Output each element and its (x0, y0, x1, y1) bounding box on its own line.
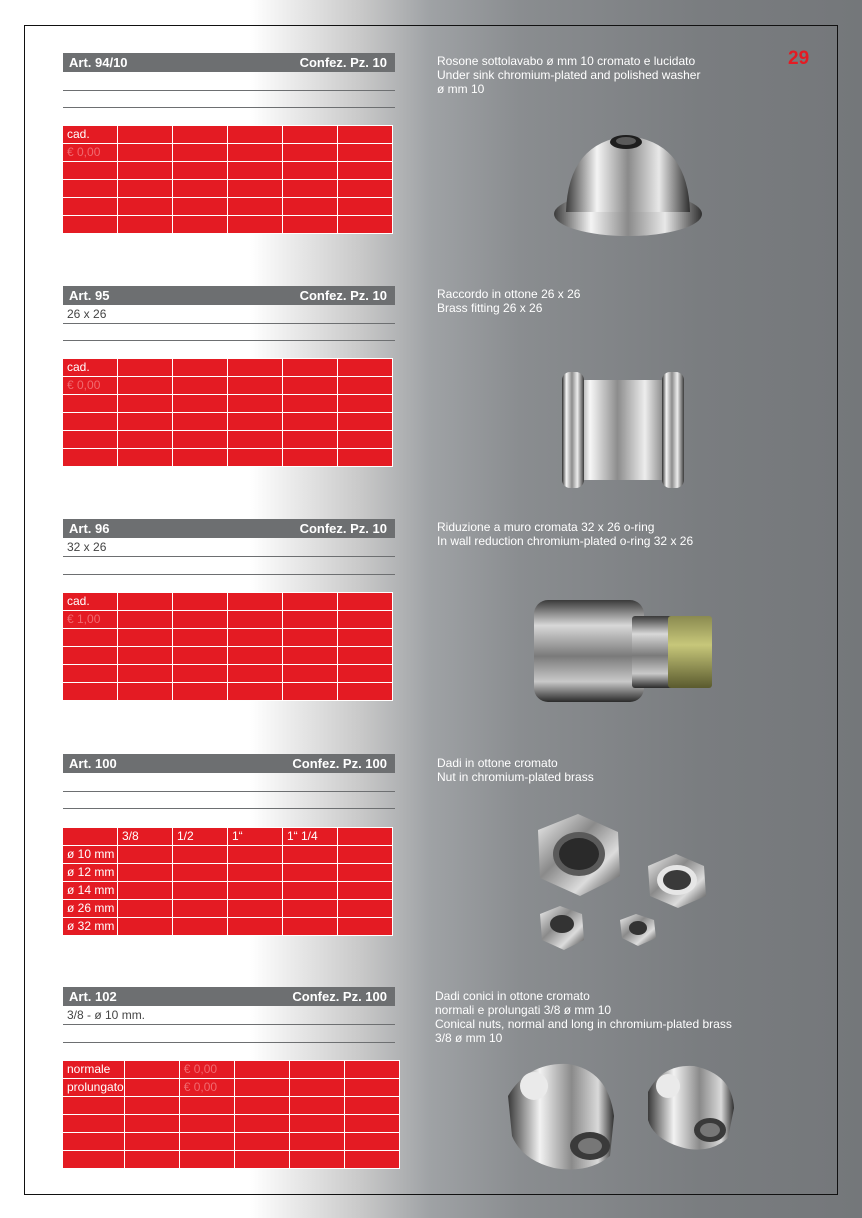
table-cell (118, 629, 173, 647)
table-cell (283, 882, 338, 900)
table-cell (338, 413, 393, 431)
table-cell (234, 1115, 289, 1133)
article-code: Art. 100 (69, 756, 117, 771)
column-header: 3/8 (118, 828, 173, 846)
table-row (63, 846, 393, 864)
table-cell (173, 864, 228, 882)
table-cell (173, 647, 228, 665)
divider (63, 574, 395, 575)
table-cell (118, 611, 173, 629)
table-cell (63, 665, 118, 683)
description-line: Rosone sottolavabo ø mm 10 cromato e lucidato (437, 54, 696, 68)
price-table (62, 827, 393, 936)
table-cell (283, 449, 338, 467)
article-code: Art. 94/10 (69, 55, 128, 70)
table-cell (234, 1079, 289, 1097)
row-header: ø 26 mm (63, 900, 118, 918)
size-line (63, 773, 395, 792)
table-cell (179, 1151, 234, 1169)
table-cell (173, 629, 228, 647)
table-cell (173, 683, 228, 701)
table-cell (173, 359, 228, 377)
size-text: 32 x 26 (67, 540, 107, 554)
table-cell (228, 611, 283, 629)
table-cell (228, 864, 283, 882)
table-cell (118, 413, 173, 431)
table-cell (283, 647, 338, 665)
description-line: Dadi conici in ottone cromato (435, 989, 590, 1003)
price-cell: € 1,00 (63, 611, 118, 629)
table-cell (173, 413, 228, 431)
table-cell (228, 431, 283, 449)
table-row (63, 449, 393, 467)
table-cell (228, 377, 283, 395)
package-quantity: Confez. Pz. 100 (292, 756, 387, 771)
table-cell (289, 1061, 344, 1079)
table-cell: cad. (63, 126, 118, 144)
table-cell (228, 900, 283, 918)
table-cell (234, 1097, 289, 1115)
table-cell (344, 1079, 399, 1097)
table-cell (283, 431, 338, 449)
row-header: ø 32 mm (63, 918, 118, 936)
table-cell (228, 413, 283, 431)
table-cell (283, 413, 338, 431)
table-row (63, 665, 393, 683)
package-quantity: Confez. Pz. 100 (292, 989, 387, 1004)
table-row (63, 1061, 400, 1079)
table-cell (289, 1115, 344, 1133)
column-header: 1“ 1/4 (283, 828, 338, 846)
table-row (63, 395, 393, 413)
table-cell (283, 900, 338, 918)
table-cell (118, 683, 173, 701)
table-row (63, 918, 393, 936)
divider (63, 808, 395, 809)
table-cell (283, 593, 338, 611)
divider (63, 340, 395, 341)
table-row (63, 647, 393, 665)
price-cell: € 0,00 (179, 1079, 234, 1097)
description-line: 3/8 ø mm 10 (435, 1031, 503, 1045)
table-row (63, 683, 393, 701)
row-header: ø 14 mm (63, 882, 118, 900)
table-cell (63, 1151, 125, 1169)
table-row (63, 431, 393, 449)
table-cell (124, 1097, 179, 1115)
table-row (63, 377, 393, 395)
product-description (435, 989, 732, 1045)
size-line (63, 305, 395, 324)
table-cell (228, 665, 283, 683)
table-cell (338, 828, 393, 846)
table-cell (283, 359, 338, 377)
table-cell (63, 395, 118, 413)
table-cell (338, 611, 393, 629)
table-cell (283, 683, 338, 701)
table-row (63, 1133, 400, 1151)
product-description (437, 756, 594, 784)
table-cell (173, 882, 228, 900)
table-cell (124, 1061, 179, 1079)
table-cell (173, 431, 228, 449)
table-cell (124, 1079, 179, 1097)
table-cell (118, 918, 173, 936)
row-header: ø 12 mm (63, 864, 118, 882)
table-cell (338, 359, 393, 377)
product-description (437, 287, 580, 315)
price-cell: € 0,00 (63, 144, 118, 162)
article-code: Art. 96 (69, 521, 110, 536)
table-cell (63, 431, 118, 449)
description-line: ø mm 10 (437, 82, 485, 96)
table-row (63, 864, 393, 882)
table-cell (338, 431, 393, 449)
table-cell (283, 665, 338, 683)
table-cell (283, 629, 338, 647)
table-row (63, 1151, 400, 1169)
table-row (63, 413, 393, 431)
price-table (62, 358, 393, 467)
price-cell: € 0,00 (179, 1061, 234, 1079)
table-cell (124, 1133, 179, 1151)
size-text: 26 x 26 (67, 307, 107, 321)
table-row (63, 828, 393, 846)
table-row (63, 1079, 400, 1097)
product-description (437, 520, 693, 548)
table-cell (118, 882, 173, 900)
table-cell (173, 846, 228, 864)
table-cell (228, 449, 283, 467)
table-cell (118, 449, 173, 467)
table-cell (338, 900, 393, 918)
table-cell (118, 359, 173, 377)
table-cell (63, 647, 118, 665)
table-cell (228, 359, 283, 377)
description-line: Brass fitting 26 x 26 (437, 301, 543, 315)
package-quantity: Confez. Pz. 10 (299, 288, 387, 303)
size-text: 3/8 - ø 10 mm. (67, 1008, 146, 1022)
table-cell (344, 1097, 399, 1115)
price-cell: € 0,00 (63, 377, 118, 395)
nuts-image (508, 810, 758, 960)
description-line: Nut in chromium-plated brass (437, 770, 594, 784)
table-cell (63, 449, 118, 467)
description-line: normali e prolungati 3/8 ø mm 10 (435, 1003, 612, 1017)
table-cell (228, 647, 283, 665)
table-cell (179, 1115, 234, 1133)
table-cell (283, 846, 338, 864)
table-cell (289, 1133, 344, 1151)
table-cell (344, 1151, 399, 1169)
article-header (63, 286, 395, 305)
table-cell (338, 449, 393, 467)
table-cell (338, 846, 393, 864)
package-quantity: Confez. Pz. 10 (299, 521, 387, 536)
description-line: Riduzione a muro cromata 32 x 26 o-ring (437, 520, 655, 534)
table-cell (344, 1061, 399, 1079)
description-line: Dadi in ottone cromato (437, 756, 558, 770)
row-header: ø 10 mm (63, 846, 118, 864)
row-header: prolungato (63, 1079, 125, 1097)
conical-nuts-image (498, 1056, 748, 1176)
table-cell (173, 377, 228, 395)
table-cell (118, 846, 173, 864)
table-cell (344, 1133, 399, 1151)
table-cell (338, 629, 393, 647)
size-line (63, 1006, 395, 1025)
table-cell (173, 665, 228, 683)
table-cell (283, 918, 338, 936)
table-cell: cad. (63, 593, 118, 611)
description-line: Conical nuts, normal and long in chromium-plated brass (435, 1017, 732, 1031)
table-cell (118, 864, 173, 882)
description-line: Raccordo in ottone 26 x 26 (437, 287, 581, 301)
table-row (63, 629, 393, 647)
table-cell (338, 665, 393, 683)
table-cell (283, 395, 338, 413)
table-cell (173, 900, 228, 918)
table-cell (173, 449, 228, 467)
table-cell (118, 900, 173, 918)
table-cell (283, 864, 338, 882)
table-cell (124, 1151, 179, 1169)
table-cell (63, 1115, 125, 1133)
table-cell (283, 377, 338, 395)
table-cell (63, 828, 118, 846)
column-header: 1/2 (173, 828, 228, 846)
description-line: In wall reduction chromium-plated o-ring 32 x 26 (437, 534, 694, 548)
table-row (63, 593, 393, 611)
reduction-image (524, 596, 724, 716)
table-row (63, 1097, 400, 1115)
table-cell (338, 593, 393, 611)
table-cell (283, 611, 338, 629)
table-cell (173, 593, 228, 611)
package-quantity: Confez. Pz. 10 (299, 55, 387, 70)
fitting-image (558, 366, 688, 496)
table-cell (338, 918, 393, 936)
price-table (62, 592, 393, 701)
table-cell (173, 395, 228, 413)
table-cell (234, 1061, 289, 1079)
table-cell (338, 882, 393, 900)
table-cell (118, 377, 173, 395)
table-row (63, 1115, 400, 1133)
table-cell (63, 1133, 125, 1151)
table-cell (173, 611, 228, 629)
table-cell (289, 1079, 344, 1097)
description-line: Under sink chromium-plated and polished washer (437, 68, 701, 82)
table-row (63, 611, 393, 629)
table-cell (338, 377, 393, 395)
table-row (63, 900, 393, 918)
article-header (63, 754, 395, 773)
column-header: 1“ (228, 828, 283, 846)
divider (63, 1042, 395, 1043)
table-cell (338, 395, 393, 413)
table-cell (338, 864, 393, 882)
page-number: 29 (788, 48, 810, 69)
table-cell (63, 1097, 125, 1115)
row-header: normale (63, 1061, 125, 1079)
price-table (62, 1060, 400, 1169)
table-cell (118, 593, 173, 611)
table-cell (63, 413, 118, 431)
table-cell (118, 665, 173, 683)
article-code: Art. 102 (69, 989, 117, 1004)
table-cell (228, 395, 283, 413)
table-cell (234, 1133, 289, 1151)
table-cell (289, 1151, 344, 1169)
table-cell (234, 1151, 289, 1169)
article-code: Art. 95 (69, 288, 110, 303)
article-header (63, 987, 395, 1006)
size-line (63, 538, 395, 557)
table-cell (344, 1115, 399, 1133)
table-cell (118, 431, 173, 449)
table-cell (173, 918, 228, 936)
table-cell (228, 683, 283, 701)
table-row (63, 882, 393, 900)
table-cell (118, 647, 173, 665)
table-cell (118, 395, 173, 413)
table-row (63, 359, 393, 377)
table-cell (289, 1097, 344, 1115)
table-cell (179, 1097, 234, 1115)
table-cell (228, 593, 283, 611)
article-header (63, 519, 395, 538)
table-cell (338, 647, 393, 665)
table-cell: cad. (63, 359, 118, 377)
table-cell (228, 629, 283, 647)
table-cell (124, 1115, 179, 1133)
table-cell (228, 918, 283, 936)
table-cell (63, 629, 118, 647)
table-cell (228, 846, 283, 864)
table-cell (63, 683, 118, 701)
table-cell (228, 882, 283, 900)
table-cell (338, 683, 393, 701)
table-cell (179, 1133, 234, 1151)
